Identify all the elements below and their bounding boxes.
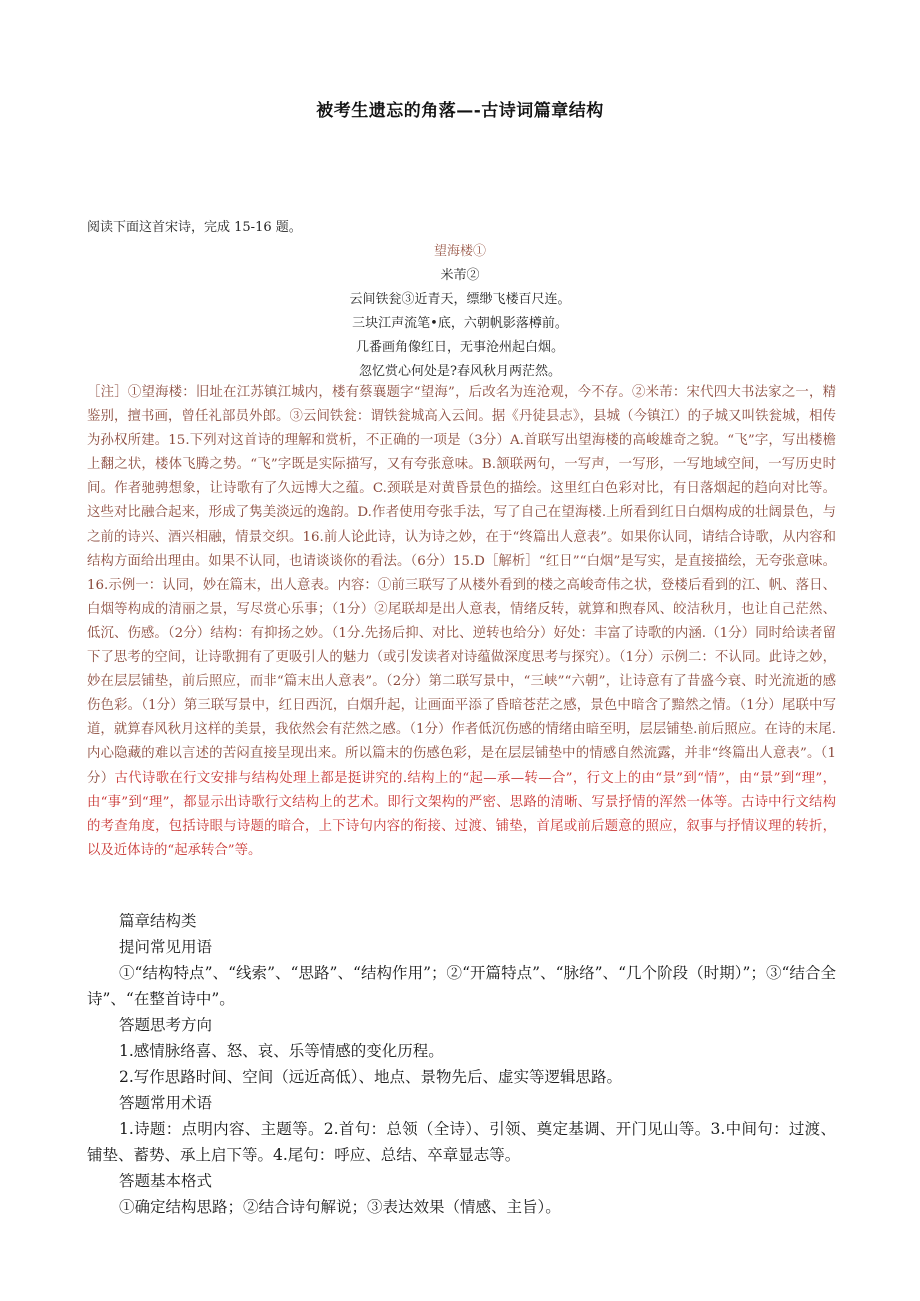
section-basic-format [87,1168,836,1220]
section-heading: 答题思考方向 [119,1016,213,1034]
poem-line: 三块江声流笔•底，六朝帆影落樽前。 [352,316,568,331]
poem-author: 米芾② [440,268,480,283]
section-common-terms [87,1090,836,1168]
section-heading: 篇章结构类 [119,912,197,930]
section-content: ①“结构特点”、“线索”、“思路”、“结构作用”；②“开篇特点”、“脉络”、“几个阶段（时期）”；③“结合全诗”、“在整首诗中”。 [87,964,836,1008]
annotation-and-answer-paragraph [87,381,836,863]
section-content: 1.诗题：点明内容、主题等。2.首句：总领（全诗）、引领、奠定基调、开门见山等。3.中间句：过渡、铺垫、蓄势、承上启下等。4.尾句：呼应、总结、卒章显志等。 [87,1120,836,1164]
section-item: 2.写作思路时间、空间（远近高低）、地点、景物先后、虚实等逻辑思路。 [119,1068,623,1086]
poem-line: 忽忆赏心何处是?春风秋月两茫然。 [359,364,561,379]
poem-title: 望海楼① [433,244,486,259]
annotation-answer-text: ［注］①望海楼：旧址在江苏镇江城内，楼有蔡襄题字“望海”，后改名为连沧观，今不存。②米芾：宋代四大书法家之一，精鉴别，擅书画，曾任礼部员外郎。③云间铁瓮：谓铁瓮城高入云间。据《丹徒县志》，县城（今镇江）的子城又叫铁瓮城，相传为孙权所建。15.下列对这首诗的理解和赏析，不正确的一项是（3分）A.首联写出望海楼的高峻雄奇之貌。“飞”字，写出楼檐上翻之状，楼体飞腾之势。“飞”字既是实际描写，又有夸张意味。B.颔联两句，一写声，一写形，一写地域空间，一写历史时间。作者驰骋想象，让诗歌有了久远博大之蕴。C.颈联是对黄昏景色的描绘。这里红白色彩对比，有日落烟起的趋向对比等。这些对比融合起来，形成了隽美淡远的逸韵。D.作者使用夸张手法，写了自己在望海楼.上所看到红日白烟构成的壮阔景色，与之前的诗兴、酒兴相融，情景交织。16.前人论此诗，认为诗之妙，在于“终篇出人意表”。如果你认同，请结合诗歌，从内容和结构方面给出理由。如果不认同，也请谈谈你的看法。（6分）15.D［解析］“红日”“白烟”是写实，是直接描绘，无夸张意味。16.示例一：认同，妙在篇末，出人意表。内容：①前三联写了从楼外看到的楼之高峻奇伟之状，登楼后看到的江、帆、落日、白烟等构成的清丽之景，写尽赏心乐事；（1分）②尾联却是出人意表，情绪反转，就算和煦春风、皎洁秋月，也让自己茫然、低沉、伤感。（2分）结构：有抑扬之妙。（1分.先扬后抑、对比、逆转也给分）好处：丰富了诗歌的内涵.（1分）同时给读者留下了思考的空间，让诗歌拥有了更吸引人的魅力（或引发读者对诗蕴做深度思考与探究）。（1分）示例二：不认同。此诗之妙，妙在层层铺垫，前后照应，而非“篇末出人意表”。（2分）第二联写景中，“三峡”“六朝”，让诗意有了昔盛今衰、时光流逝的感伤色彩。（1分）第三联写景中，红日西沉，白烟升起，让画面平添了昏暗苍茫之感，景色中暗含了黯然之情。（1分）尾联中写道，就算春风秋月这样的美景，我依然会有茫然之感。（1分）作者低沉伤感的情绪由暗至明，层层铺垫.前后照应。在诗的末尾.内心隐藏的难以言述的苦闷直接呈现出来。所以篇末的伤感色彩，是在层层铺垫中的情感自然流露，并非“终篇出人意表”。（1分） [87,385,836,786]
poem-line: 几番画角像红日，无事沧州起白烟。 [355,340,564,355]
structure-explanation-text: 古代诗歌在行文安排与结构处理上都是挺讲究的.结构上的“起—承—转—合”，行文上的由“景”到“情”，由“景”到“理”，由“事”到“理”，都显示出诗歌行文结构上的艺术。即行文架构的严密、思路的清晰、写景抒情的浑然一体等。古诗中行文结构的考查角度，包括诗眼与诗题的暗合，上下诗句内容的衔接、过渡、铺垫，首尾或前后题意的照应，叙事与抒情议理的转折，以及近体诗的“起承转合”等。 [87,770,836,858]
section-heading: 答题基本格式 [119,1172,213,1190]
section-subheading: 提问常见用语 [119,938,213,956]
section-content: ①确定结构思路；②结合诗句解说；③表达效果（情感、主旨）。 [119,1198,561,1216]
section-thinking-direction [87,1012,836,1090]
section-structure-type [87,908,836,1012]
section-heading: 答题常用术语 [119,1094,213,1112]
poem-line: 云间铁瓮③近青天，缥缈飞楼百尺连。 [349,292,571,307]
document-title: 被考生遗忘的角落—-古诗词篇章结构 [316,101,604,121]
section-item: 1.感情脉络喜、怒、哀、乐等情感的变化历程。 [119,1042,444,1060]
reading-instruction: 阅读下面这首宋诗，完成 15-16 题。 [87,220,302,235]
poem-block [0,240,920,384]
